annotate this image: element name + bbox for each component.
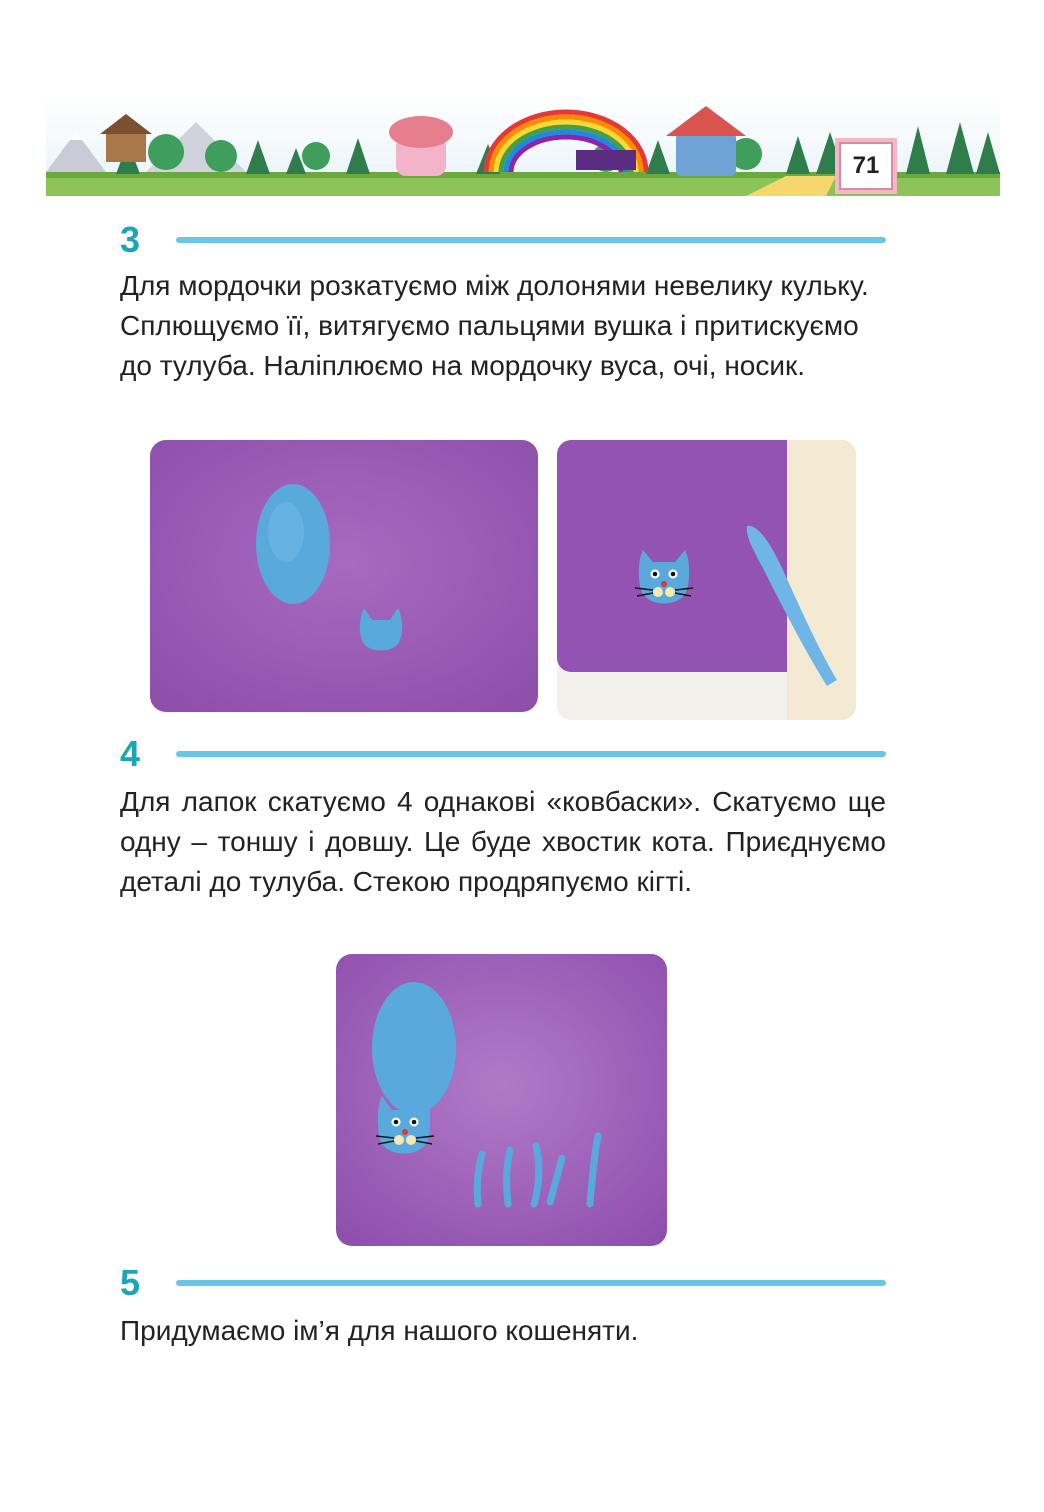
clay-body-and-head-photo <box>150 440 538 712</box>
page-number: 71 <box>835 138 897 194</box>
step-divider <box>176 1280 886 1286</box>
step-divider <box>176 237 886 243</box>
clay-cat-face-with-stack-photo <box>557 440 856 720</box>
step-divider <box>176 751 886 757</box>
step-number: 4 <box>120 733 141 774</box>
step-instruction: Для мордочки розкатуємо між долонями невелику кульку. Сплющуємо її, витягуємо пальцями вушка і притискуємо до тулуба. Наліплюємо на мордочку вуса, очі, носик. <box>120 270 869 381</box>
step-instruction: Придумаємо ім’я для нашого кошеняти. <box>120 1315 639 1346</box>
step-number: 5 <box>120 1262 141 1303</box>
clay-body-with-paws-and-tail-photo <box>336 954 667 1246</box>
step-instruction: Для лапок скатуємо 4 однакові «ковбаски». Скатуємо ще одну – тоншу і довшу. Це буде хвостик кота. Приєднуємо деталі до тулуба. Стекою продряпуємо кігті. <box>120 786 886 897</box>
step-number: 3 <box>120 219 141 260</box>
